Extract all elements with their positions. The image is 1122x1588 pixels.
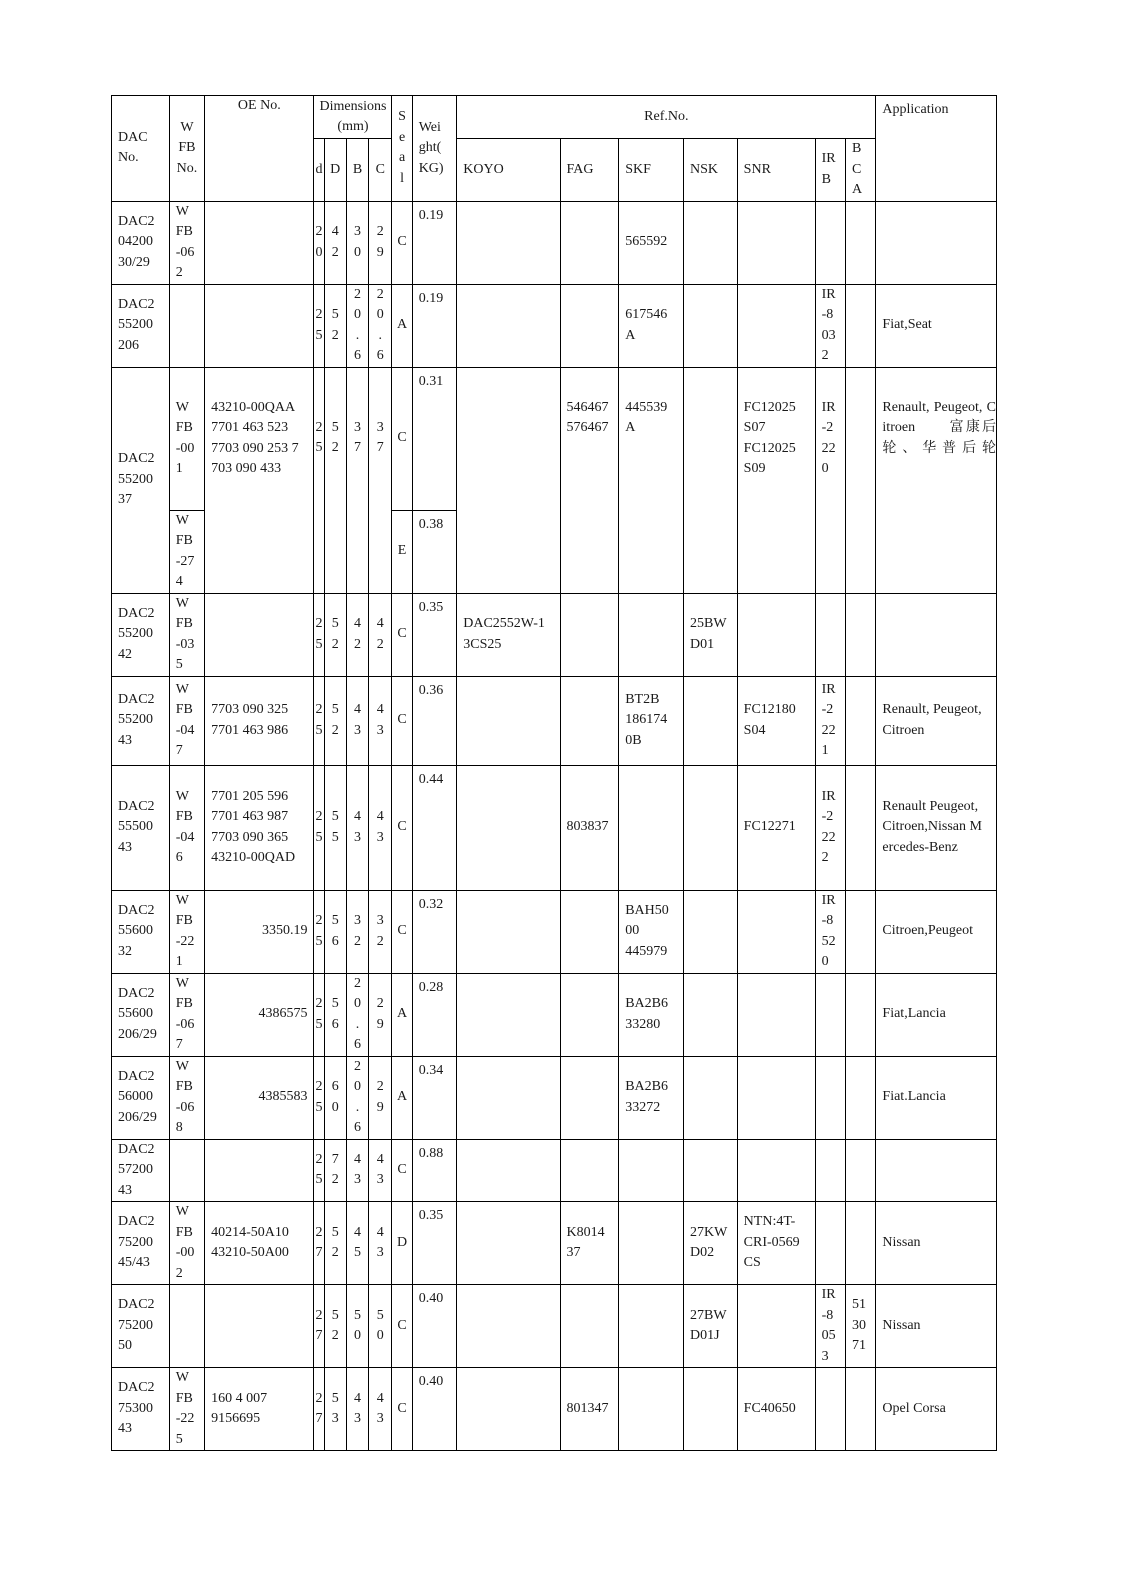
- cell-dim-B: 4 2: [346, 593, 368, 676]
- cell-dim-D: 5 5: [324, 765, 346, 890]
- cell-skf: [619, 1285, 684, 1368]
- cell-application: Nissan: [876, 1285, 997, 1368]
- cell-snr: [737, 593, 815, 676]
- cell-dim-d: 2 5: [314, 593, 324, 676]
- cell-fag: [560, 973, 619, 1056]
- cell-nsk: [684, 765, 738, 890]
- table-row: [112, 1139, 997, 1202]
- header-nsk: NSK: [684, 139, 738, 202]
- cell-irb: IR -8 05 3: [815, 1285, 845, 1368]
- cell-fag: [560, 284, 619, 367]
- header-dim-D: D: [324, 139, 346, 202]
- cell-oe-no: 7701 205 596 7701 463 987 7703 090 365 43210-00QAD: [205, 765, 314, 890]
- cell-wfb-no-variant: W FB -27 4: [169, 510, 204, 593]
- cell-dac-no: DAC2 55500 43: [112, 765, 170, 890]
- cell-dim-D: 7 2: [324, 1139, 346, 1202]
- cell-weight: 0.19: [412, 284, 457, 367]
- header-oe-no: OE No.: [205, 96, 314, 202]
- cell-wfb-no: W FB -00 2: [169, 1202, 204, 1285]
- cell-snr: [737, 890, 815, 973]
- cell-dim-C: 3 2: [369, 890, 392, 973]
- cell-seal: D: [392, 1202, 412, 1285]
- header-dim-B: B: [346, 139, 368, 202]
- cell-snr: FC12180 S04: [737, 676, 815, 765]
- cell-fag: [560, 1139, 619, 1202]
- cell-fag: 546467 576467: [560, 367, 619, 593]
- cell-skf: [619, 593, 684, 676]
- cell-irb: IR -8 52 0: [815, 890, 845, 973]
- cell-dac-no: DAC2 55200 206: [112, 284, 170, 367]
- cell-dim-D: 4 2: [324, 201, 346, 284]
- cell-snr: [737, 1056, 815, 1139]
- cell-snr: [737, 1139, 815, 1202]
- cell-skf: BT2B 186174 0B: [619, 676, 684, 765]
- cell-bca: [846, 201, 876, 284]
- cell-seal: C: [392, 201, 412, 284]
- cell-nsk: [684, 676, 738, 765]
- header-application: Application: [876, 96, 997, 202]
- cell-dim-C: 4 3: [369, 676, 392, 765]
- cell-oe-no: 43210-00QAA 7701 463 523 7703 090 253 7 703 090 433: [205, 367, 314, 593]
- cell-bca: [846, 1368, 876, 1451]
- cell-dac-no: DAC2 55600 206/29: [112, 973, 170, 1056]
- cell-oe-no: [205, 201, 314, 284]
- cell-weight: 0.35: [412, 1202, 457, 1285]
- cell-dim-d: 2 7: [314, 1285, 324, 1368]
- cell-seal: C: [392, 676, 412, 765]
- cell-fag: [560, 201, 619, 284]
- table-row: [112, 1202, 997, 1285]
- cell-dim-B: 4 3: [346, 765, 368, 890]
- cell-fag: [560, 890, 619, 973]
- cell-seal-variant: E: [392, 510, 412, 593]
- cell-bca: [846, 1139, 876, 1202]
- cell-wfb-no: W FB -06 2: [169, 201, 204, 284]
- header-fag: FAG: [560, 139, 619, 202]
- cell-seal: A: [392, 284, 412, 367]
- cell-bca: [846, 367, 876, 593]
- table-row: [112, 1285, 997, 1368]
- cell-fag: K8014 37: [560, 1202, 619, 1285]
- cell-irb: [815, 1368, 845, 1451]
- cell-bca: [846, 676, 876, 765]
- cell-seal: C: [392, 890, 412, 973]
- cell-application: [876, 1139, 997, 1202]
- cell-wfb-no: W FB -04 6: [169, 765, 204, 890]
- cell-skf: [619, 1368, 684, 1451]
- cell-irb: IR -8 03 2: [815, 284, 845, 367]
- cell-weight: 0.31: [412, 367, 457, 510]
- cell-nsk: [684, 1056, 738, 1139]
- cell-nsk: [684, 284, 738, 367]
- cell-application: Opel Corsa: [876, 1368, 997, 1451]
- cell-seal: A: [392, 1056, 412, 1139]
- cell-dim-D: 5 2: [324, 593, 346, 676]
- cell-snr: [737, 201, 815, 284]
- cell-seal: C: [392, 1368, 412, 1451]
- cell-fag: [560, 676, 619, 765]
- cell-dim-D: 5 6: [324, 890, 346, 973]
- cell-fag: [560, 1056, 619, 1139]
- cell-dac-no: DAC2 55200 42: [112, 593, 170, 676]
- cell-weight: 0.44: [412, 765, 457, 890]
- cell-weight: 0.36: [412, 676, 457, 765]
- cell-irb: [815, 973, 845, 1056]
- cell-dim-D: 5 2: [324, 1285, 346, 1368]
- cell-oe-no: 40214-50A10 43210-50A00: [205, 1202, 314, 1285]
- cell-irb: [815, 1139, 845, 1202]
- cell-application: Nissan: [876, 1202, 997, 1285]
- table-row: [112, 973, 997, 1056]
- cell-dim-B: 2 0 . 6: [346, 973, 368, 1056]
- header-dimensions: Dimensions (mm): [314, 96, 392, 139]
- cell-application: [876, 201, 997, 284]
- header-bca: B C A: [846, 139, 876, 202]
- cell-wfb-no: W FB -03 5: [169, 593, 204, 676]
- cell-dim-C: 4 3: [369, 1368, 392, 1451]
- cell-skf: 617546 A: [619, 284, 684, 367]
- cell-dim-d: 2 5: [314, 765, 324, 890]
- cell-dim-C: 4 3: [369, 765, 392, 890]
- cell-dim-B: 4 3: [346, 1139, 368, 1202]
- cell-dim-B: 4 5: [346, 1202, 368, 1285]
- header-koyo: KOYO: [457, 139, 560, 202]
- cell-seal: C: [392, 1285, 412, 1368]
- cell-dac-no: DAC2 57200 43: [112, 1139, 170, 1202]
- cell-dac-no: DAC2 55200 37: [112, 367, 170, 593]
- cell-dac-no: DAC2 75200 45/43: [112, 1202, 170, 1285]
- cell-dim-B: 3 7: [346, 367, 368, 593]
- table-row: [112, 676, 997, 765]
- cell-oe-no: 3350.19: [205, 890, 314, 973]
- cell-fag: 801347: [560, 1368, 619, 1451]
- cell-snr: [737, 284, 815, 367]
- cell-application: Fiat,Lancia: [876, 973, 997, 1056]
- cell-wfb-no: [169, 1139, 204, 1202]
- cell-weight: 0.28: [412, 973, 457, 1056]
- cell-wfb-no: W FB -06 8: [169, 1056, 204, 1139]
- cell-dim-D: 5 6: [324, 973, 346, 1056]
- cell-dim-C: 2 9: [369, 973, 392, 1056]
- table-row: [112, 201, 997, 284]
- cell-snr: [737, 1285, 815, 1368]
- cell-bca: [846, 1056, 876, 1139]
- cell-oe-no: 4386575: [205, 973, 314, 1056]
- cell-dac-no: DAC2 75300 43: [112, 1368, 170, 1451]
- cell-oe-no: [205, 1139, 314, 1202]
- cell-irb: IR -2 22 2: [815, 765, 845, 890]
- cell-nsk: [684, 890, 738, 973]
- header-irb: IR B: [815, 139, 845, 202]
- cell-seal: C: [392, 1139, 412, 1202]
- cell-dim-d: 2 5: [314, 1056, 324, 1139]
- cell-fag: 803837: [560, 765, 619, 890]
- cell-koyo: [457, 1368, 560, 1451]
- cell-irb: [815, 1056, 845, 1139]
- cell-koyo: [457, 1285, 560, 1368]
- header-skf: SKF: [619, 139, 684, 202]
- cell-koyo: [457, 1056, 560, 1139]
- header-row: [112, 96, 997, 139]
- cell-weight: 0.40: [412, 1285, 457, 1368]
- cell-bca: [846, 1202, 876, 1285]
- cell-bca: [846, 593, 876, 676]
- cell-koyo: [457, 973, 560, 1056]
- cell-weight: 0.35: [412, 593, 457, 676]
- table-row: [112, 1056, 997, 1139]
- cell-dim-C: 2 9: [369, 201, 392, 284]
- cell-irb: [815, 1202, 845, 1285]
- cell-application: Citroen,Peugeot: [876, 890, 997, 973]
- cell-oe-no: 160 4 007 9156695: [205, 1368, 314, 1451]
- cell-koyo: [457, 201, 560, 284]
- cell-dim-d: 2 5: [314, 890, 324, 973]
- cell-dim-B: 4 3: [346, 676, 368, 765]
- cell-koyo: [457, 1202, 560, 1285]
- cell-application: Fiat.Lancia: [876, 1056, 997, 1139]
- cell-skf: [619, 1139, 684, 1202]
- cell-fag: [560, 1285, 619, 1368]
- cell-dim-B: 5 0: [346, 1285, 368, 1368]
- header-dim-C: C: [369, 139, 392, 202]
- cell-dim-C: 3 7: [369, 367, 392, 593]
- cell-snr: FC40650: [737, 1368, 815, 1451]
- table-row: [112, 1368, 997, 1451]
- cell-irb: IR -2 22 0: [815, 367, 845, 593]
- cell-snr: NTN:4T- CRI-0569 CS: [737, 1202, 815, 1285]
- cell-skf: 445539 A: [619, 367, 684, 593]
- table-row: [112, 765, 997, 890]
- cell-application: [876, 593, 997, 676]
- cell-wfb-no: W FB -06 7: [169, 973, 204, 1056]
- header-weight: Wei ght( KG): [412, 96, 457, 202]
- cell-skf: [619, 765, 684, 890]
- cell-dim-d: 2 5: [314, 973, 324, 1056]
- cell-dim-d: 2 7: [314, 1202, 324, 1285]
- cell-koyo: [457, 284, 560, 367]
- cell-skf: BA2B6 33280: [619, 973, 684, 1056]
- cell-seal: C: [392, 367, 412, 510]
- header-seal: S e a l: [392, 96, 412, 202]
- cell-weight: 0.19: [412, 201, 457, 284]
- cell-dim-C: 4 3: [369, 1139, 392, 1202]
- cell-irb: [815, 201, 845, 284]
- cell-dac-no: DAC2 75200 50: [112, 1285, 170, 1368]
- table-row: [112, 367, 997, 510]
- cell-dac-no: DAC2 56000 206/29: [112, 1056, 170, 1139]
- cell-wfb-no: W FB -00 1: [169, 367, 204, 510]
- cell-snr: FC12025 S07 FC12025 S09: [737, 367, 815, 593]
- cell-dim-C: 5 0: [369, 1285, 392, 1368]
- cell-dim-D: 5 2: [324, 284, 346, 367]
- cell-bca: [846, 765, 876, 890]
- cell-dim-C: 2 0 . 6: [369, 284, 392, 367]
- cell-snr: [737, 973, 815, 1056]
- cell-dim-C: 4 2: [369, 593, 392, 676]
- cell-weight: 0.40: [412, 1368, 457, 1451]
- cell-wfb-no: W FB -04 7: [169, 676, 204, 765]
- cell-koyo: [457, 765, 560, 890]
- cell-dim-B: 4 3: [346, 1368, 368, 1451]
- header-wfb-no: W FB No.: [169, 96, 204, 202]
- cell-wfb-no: W FB -22 5: [169, 1368, 204, 1451]
- cell-bca: [846, 284, 876, 367]
- cell-nsk: 27BW D01J: [684, 1285, 738, 1368]
- cell-fag: [560, 593, 619, 676]
- cell-irb: [815, 593, 845, 676]
- cell-nsk: [684, 973, 738, 1056]
- cell-koyo: [457, 890, 560, 973]
- header-dim-d: d: [314, 139, 324, 202]
- cell-seal: C: [392, 593, 412, 676]
- cell-skf: 565592: [619, 201, 684, 284]
- cell-nsk: [684, 367, 738, 593]
- cell-dim-D: 5 2: [324, 676, 346, 765]
- cell-bca: [846, 973, 876, 1056]
- header-dac-no: DAC No.: [112, 96, 170, 202]
- cell-wfb-no: [169, 1285, 204, 1368]
- cell-skf: [619, 1202, 684, 1285]
- cell-dim-d: 2 5: [314, 1139, 324, 1202]
- cell-dim-D: 5 3: [324, 1368, 346, 1451]
- cell-dim-C: 4 3: [369, 1202, 392, 1285]
- cell-dim-d: 2 5: [314, 284, 324, 367]
- cell-irb: IR -2 22 1: [815, 676, 845, 765]
- table-row: [112, 593, 997, 676]
- cell-dim-D: 5 2: [324, 1202, 346, 1285]
- cell-oe-no: [205, 593, 314, 676]
- bearing-spec-table: [111, 95, 997, 1451]
- cell-bca: [846, 890, 876, 973]
- cell-dim-d: 2 5: [314, 676, 324, 765]
- table-row: [112, 890, 997, 973]
- header-snr: SNR: [737, 139, 815, 202]
- cell-oe-no: [205, 1285, 314, 1368]
- cell-weight: 0.34: [412, 1056, 457, 1139]
- cell-seal: C: [392, 765, 412, 890]
- cell-oe-no: 7703 090 325 7701 463 986: [205, 676, 314, 765]
- cell-nsk: [684, 1139, 738, 1202]
- cell-weight-variant: 0.38: [412, 510, 457, 593]
- cell-dac-no: DAC2 04200 30/29: [112, 201, 170, 284]
- cell-nsk: 27KW D02: [684, 1202, 738, 1285]
- cell-dim-B: 3 2: [346, 890, 368, 973]
- cell-oe-no: 4385583: [205, 1056, 314, 1139]
- cell-weight: 0.88: [412, 1139, 457, 1202]
- cell-koyo: [457, 676, 560, 765]
- cell-dim-C: 2 9: [369, 1056, 392, 1139]
- cell-application: Renault Peugeot, Citroen,Nissan M ercedes-Benz: [876, 765, 997, 890]
- cell-wfb-no: [169, 284, 204, 367]
- cell-weight: 0.32: [412, 890, 457, 973]
- cell-dim-d: 2 7: [314, 1368, 324, 1451]
- cell-koyo: [457, 367, 560, 593]
- header-ref-no: Ref.No.: [457, 96, 876, 139]
- cell-dim-B: 3 0: [346, 201, 368, 284]
- cell-snr: FC12271: [737, 765, 815, 890]
- cell-application: Renault, Peugeot, Citroen: [876, 676, 997, 765]
- cell-dac-no: DAC2 55600 32: [112, 890, 170, 973]
- cell-dac-no: DAC2 55200 43: [112, 676, 170, 765]
- cell-nsk: [684, 1368, 738, 1451]
- cell-koyo: DAC2552W-1 3CS25: [457, 593, 560, 676]
- cell-oe-no: [205, 284, 314, 367]
- cell-koyo: [457, 1139, 560, 1202]
- cell-bca: 51 30 71: [846, 1285, 876, 1368]
- cell-dim-B: 2 0 . 6: [346, 284, 368, 367]
- cell-skf: BA2B6 33272: [619, 1056, 684, 1139]
- cell-wfb-no: W FB -22 1: [169, 890, 204, 973]
- cell-application: Fiat,Seat: [876, 284, 997, 367]
- table-row: [112, 284, 997, 367]
- cell-nsk: [684, 201, 738, 284]
- cell-dim-D: 6 0: [324, 1056, 346, 1139]
- cell-dim-d: 2 5: [314, 367, 324, 593]
- cell-nsk: 25BW D01: [684, 593, 738, 676]
- cell-seal: A: [392, 973, 412, 1056]
- cell-skf: BAH50 00 445979: [619, 890, 684, 973]
- cell-dim-D: 5 2: [324, 367, 346, 593]
- cell-dim-B: 2 0 . 6: [346, 1056, 368, 1139]
- cell-application: Renault, Peugeot, Citroen 富康后轮、华普后轮: [876, 367, 997, 593]
- cell-dim-d: 2 0: [314, 201, 324, 284]
